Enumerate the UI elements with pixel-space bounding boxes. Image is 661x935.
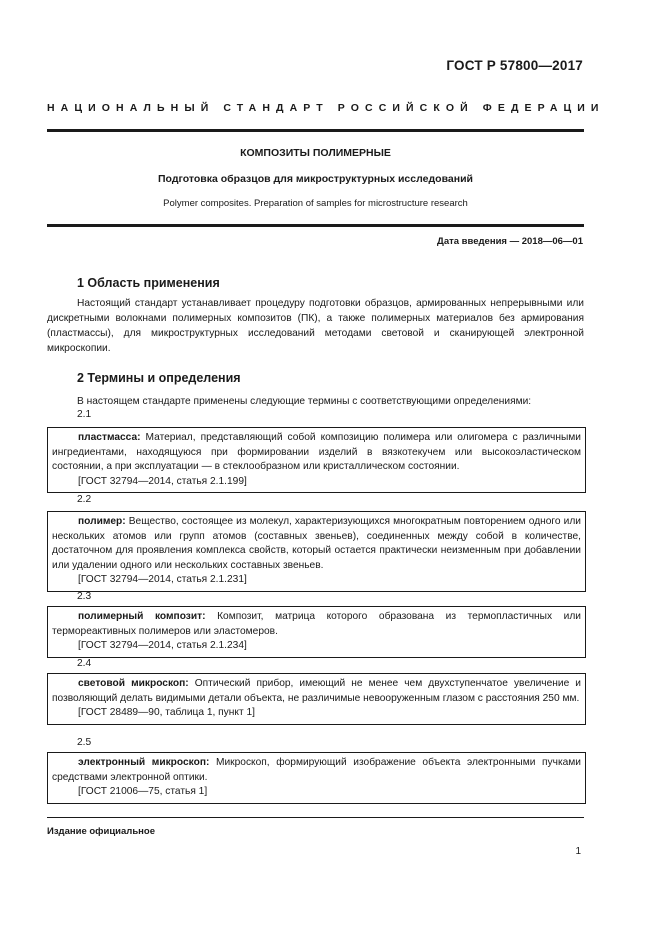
term-definition: Микроскоп, формирующий изображение объекта электронными пучками средствами электронной оптики. xyxy=(52,757,581,783)
term-reference: [ГОСТ 32794—2014, статья 2.1.199] xyxy=(78,475,247,487)
section-2-intro: В настоящем стандарте применены следующие термины с соответствующими определениями: xyxy=(77,396,532,407)
page-number: 1 xyxy=(575,846,581,857)
top-divider xyxy=(47,129,584,132)
term-name: электронный микроскоп: xyxy=(78,757,210,768)
term-number: 2.1 xyxy=(77,409,92,420)
term-name: пластмасса: xyxy=(78,432,141,443)
term-number: 2.4 xyxy=(77,658,92,669)
english-title: Polymer composites. Preparation of samples for microstructure research xyxy=(163,198,468,209)
term-number: 2.5 xyxy=(77,737,92,748)
term-box-polymer xyxy=(47,511,586,592)
section-1-heading: 1 Область применения xyxy=(77,276,220,290)
term-reference: [ГОСТ 28489—90, таблица 1, пункт 1] xyxy=(78,707,255,718)
term-number: 2.2 xyxy=(77,494,92,505)
edition-label: Издание официальное xyxy=(47,826,155,837)
term-box-polymer-composite xyxy=(47,606,586,658)
term-name: световой микроскоп: xyxy=(78,678,189,689)
term-definition: Материал, представляющий собой композицию полимера или олигомера с различными ингредиентами, находящуюся при формировании изделий в вязкотекучем или высокоэластическом состоянии, а при эксплуатации — в стеклообразном или кристаллическом состоянии. xyxy=(52,432,581,472)
term-reference: [ГОСТ 21006—75, статья 1] xyxy=(78,786,208,797)
gost-number: ГОСТ Р 57800—2017 xyxy=(446,58,583,73)
footer-divider xyxy=(47,817,584,818)
term-box-plastic xyxy=(47,427,586,493)
term-name: полимер: xyxy=(78,516,126,527)
term-box-electron-microscope xyxy=(47,752,586,804)
intro-date: Дата введения — 2018—06—01 xyxy=(437,236,583,247)
document-title: КОМПОЗИТЫ ПОЛИМЕРНЫЕ xyxy=(240,147,391,159)
term-name: полимерный композит: xyxy=(78,611,206,622)
section-2-heading: 2 Термины и определения xyxy=(77,371,241,385)
term-definition: Оптический прибор, имеющий не менее чем двухступенчатое увеличение и позволяющий делать видимыми детали объекта, не различимые невооруженным глазом с расстояния 250 мм. xyxy=(52,678,581,704)
term-definition: Композит, матрица которого образована из термопластичных или термореактивных полимеров или эластомеров. xyxy=(52,611,581,637)
term-reference: [ГОСТ 32794—2014, статья 2.1.231] xyxy=(78,574,247,585)
term-box-light-microscope xyxy=(47,673,586,725)
title-divider xyxy=(47,224,584,227)
term-reference: [ГОСТ 32794—2014, статья 2.1.234] xyxy=(78,640,247,651)
document-subtitle: Подготовка образцов для микроструктурных исследований xyxy=(158,173,473,185)
national-standard-title: НАЦИОНАЛЬНЫЙ СТАНДАРТ РОССИЙСКОЙ ФЕДЕРАЦИИ xyxy=(47,102,605,114)
section-1-text: Настоящий стандарт устанавливает процедуру подготовки образцов, армированных непрерывными или дискретными волокнами полимерных композитов (ПК), а также полимерных материалов без армирования (пластмассы), для микроструктурных исследований методами световой и сканирующей электронной микроскопии. xyxy=(47,298,584,354)
term-definition: Вещество, состоящее из молекул, характеризующихся многократным повторением одного или нескольких атомов или групп атомов (составных звеньев), соединенных между собой в количестве, достаточном для проявления комплекса свойств, который остается практически неизменным при добавлении или удалении одного или нескольких составных звеньев. xyxy=(52,516,581,571)
term-number: 2.3 xyxy=(77,591,92,602)
